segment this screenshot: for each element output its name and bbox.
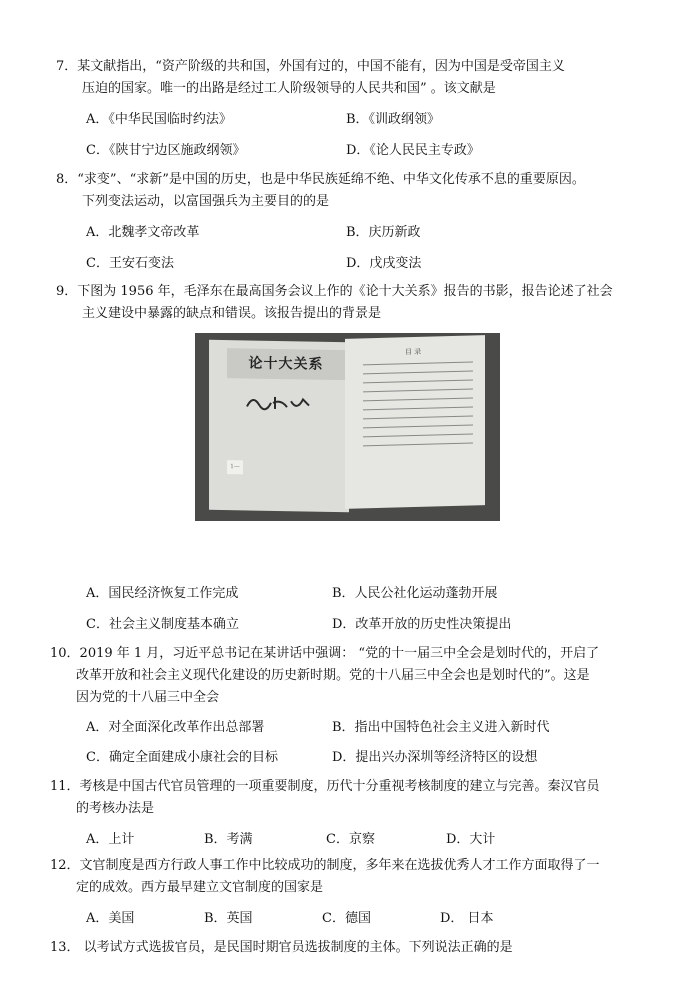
question-stem: 8．“求变”、“求新”是中国的历史，也是中华民族延绵不绝、中华文化传承不息的重要原因。 <box>56 172 585 187</box>
option-c[interactable]: C．《陕甘宁边区施政纲领》 <box>86 143 246 158</box>
option-d[interactable]: D．戊戌变法 <box>346 256 422 271</box>
question-stem: 9．下图为 1956 年，毛泽东在最高国务会议上作的《论十大关系》报告的书影，报告论述了社会 <box>56 284 613 299</box>
question-9 <box>56 281 656 325</box>
option-a[interactable]: A．国民经济恢复工作完成 <box>86 586 239 601</box>
question-11 <box>50 776 660 820</box>
toc-title: 目 录 <box>405 347 422 357</box>
handwritten-signature <box>245 390 315 419</box>
question-8 <box>56 169 656 213</box>
option-b[interactable]: B．指出中国特色社会主义进入新时代 <box>332 720 550 735</box>
question-7 <box>56 56 656 100</box>
option-b[interactable]: B．庆历新政 <box>346 225 421 240</box>
option-a[interactable]: A．上计 <box>86 832 135 847</box>
question-10 <box>50 643 660 709</box>
option-d[interactable]: D．改革开放的历史性决策提出 <box>332 617 512 632</box>
toc-line <box>363 442 473 446</box>
book-cover-page <box>209 340 349 512</box>
toc-line <box>363 424 473 428</box>
signature-scribble-icon <box>245 390 315 415</box>
option-a[interactable]: A．北魏孝文帝改革 <box>86 225 200 240</box>
option-d[interactable]: D．《论人民民主专政》 <box>346 143 480 158</box>
toc-line <box>363 406 473 410</box>
option-d[interactable]: D． 日本 <box>440 911 494 926</box>
book-cover-title: 论十大关系 <box>227 348 345 380</box>
option-a[interactable]: A．《中华民国临时约法》 <box>86 112 232 127</box>
book-toc-page <box>345 335 485 509</box>
option-b[interactable]: B．人民公社化运动蓬勃开展 <box>332 586 498 601</box>
option-a[interactable]: A．美国 <box>86 911 135 926</box>
option-d[interactable]: D．大计 <box>446 832 496 847</box>
option-b[interactable]: B．考满 <box>204 832 253 847</box>
option-c[interactable]: C．王安石变法 <box>86 256 174 271</box>
toc-line <box>363 388 473 392</box>
question-stem-continued: 的考核办法是 <box>76 801 155 816</box>
question-12 <box>50 855 660 899</box>
option-c[interactable]: C．德国 <box>322 911 371 926</box>
question-stem: 12．文官制度是西方行政人事工作中比较成功的制度，多年来在选拔优秀人才工作方面取得了一 <box>50 858 600 873</box>
option-c[interactable]: C．确定全面建成小康社会的目标 <box>86 750 278 765</box>
question-stem: 10．2019 年 1 月，习近平总书记在某讲话中强调： “党的十一届三中全会是划时代的，开启了 <box>50 646 600 661</box>
option-c[interactable]: C．社会主义制度基本确立 <box>86 617 239 632</box>
option-a[interactable]: A．对全面深化改革作出总部署 <box>86 720 265 735</box>
book-photo-figure <box>195 333 500 521</box>
option-b[interactable]: B．《训政纲领》 <box>346 112 441 127</box>
question-stem: 13． 以考试方式选拔官员，是民国时期官员选拔制度的主体。下列说法正确的是 <box>50 940 513 955</box>
option-c[interactable]: C．京察 <box>326 832 375 847</box>
toc-line <box>363 361 473 365</box>
toc-line <box>363 415 473 419</box>
question-stem: 7．某文献指出，“资产阶级的共和国，外国有过的，中国不能有，因为中国是受帝国主义 <box>56 59 565 74</box>
question-stem-continued-2: 因为党的十八届三中全会 <box>76 690 220 705</box>
toc-line <box>363 433 473 437</box>
option-d[interactable]: D．提出兴办深圳等经济特区的设想 <box>332 750 538 765</box>
question-stem-continued: 压迫的国家。唯一的出路是经过工人阶级领导的人民共和国” 。该文献是 <box>82 81 496 96</box>
question-13 <box>50 937 660 959</box>
question-stem-continued: 主义建设中暴露的缺点和错误。该报告提出的背景是 <box>82 306 382 321</box>
toc-line <box>363 379 473 383</box>
question-stem-continued: 定的成效。西方最早建立文官制度的国家是 <box>76 880 324 895</box>
page-tab: 1— <box>227 460 243 474</box>
toc-line <box>363 370 473 374</box>
question-stem: 11．考核是中国古代官员管理的一项重要制度，历代十分重视考核制度的建立与完善。秦汉官员 <box>50 779 600 794</box>
question-stem-continued: 改革开放和社会主义现代化建设的历史新时期。党的十八届三中全会也是划时代的”。这是 <box>76 668 590 683</box>
option-b[interactable]: B．英国 <box>204 911 253 926</box>
question-stem-continued: 下列变法运动，以富国强兵为主要目的的是 <box>82 194 330 209</box>
toc-line <box>363 397 473 401</box>
